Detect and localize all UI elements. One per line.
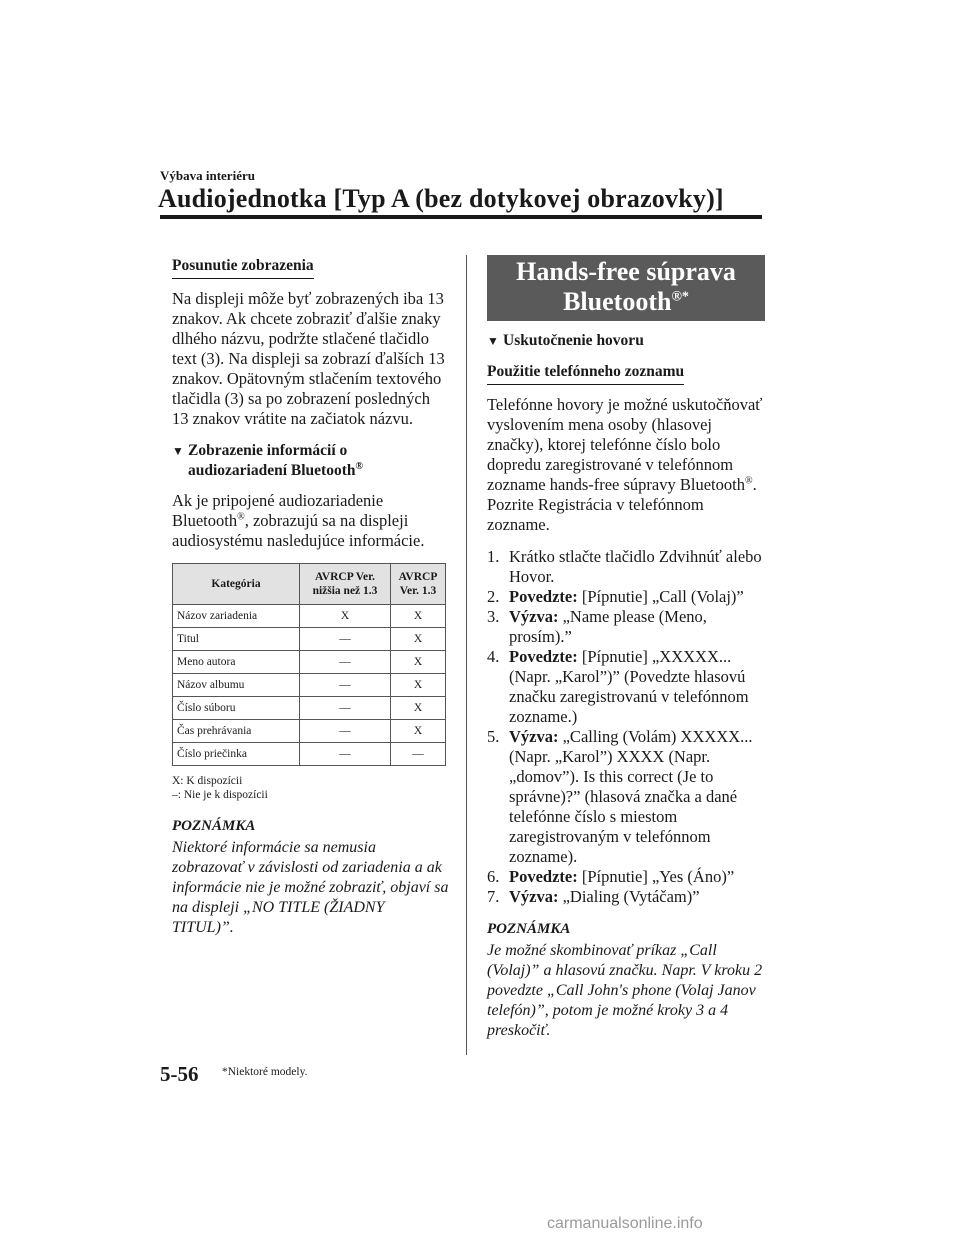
- chapter-title: Audiojednotka [Typ A (bez dotykovej obrazovky)]: [158, 184, 724, 213]
- info-heading-text: Zobrazenie informácií o audiozariadení Bluetooth®: [188, 442, 363, 479]
- table-row: Názov albumu — X: [173, 674, 446, 697]
- list-item: 1. Krátko stlačte tlačidlo Zdvihnúť alebo Hovor.: [487, 547, 762, 586]
- footnote: *Niektoré modely.: [222, 1066, 308, 1078]
- table-row: Číslo priečinka — —: [173, 743, 446, 766]
- phonebook-heading: Použitie telefónneho zoznamu: [487, 362, 684, 385]
- triangle-down-icon: ▼: [172, 444, 184, 458]
- scroll-text: Na displeji môže byť zobrazených iba 13 znakov. Ak chcete zobraziť ďalšie znaky dlhého názvu, podržte stlačené tlačidlo text (3). Na displeji sa zobrazí ďalších 13 znakov. Opätovným stlačením textového tlačidla (3) sa po zobrazení posledných 13 znakov vrátite na začiatok názvu.: [172, 289, 445, 428]
- table-row: Názov zariadenia X X: [173, 605, 446, 628]
- header-avrcp-low: AVRCP Ver. nižšia než 1.3: [300, 564, 391, 605]
- list-item: 7. Výzva: „Dialing (Vytáčam)”: [487, 887, 700, 906]
- scroll-heading: Posunutie zobrazenia: [172, 256, 314, 279]
- table-row: Číslo súboru — X: [173, 697, 446, 720]
- watermark: carmanualsonline.info: [547, 1215, 703, 1232]
- title-rule: [160, 215, 762, 219]
- table-legend: X: K dispozícii –: Nie je k dispozícii: [172, 775, 268, 801]
- column-divider: [466, 255, 467, 1055]
- left-column: [172, 255, 450, 938]
- right-column: [487, 255, 765, 1041]
- note-text: Niektoré informácie sa nemusia zobrazovať v závislosti od zariadenia a ak informácie nie je možné zobraziť, objaví sa na displeji „NO TITLE (ŽIADNY TITUL)”.: [172, 839, 449, 936]
- list-item: 5. Výzva: „Calling (Volám) XXXXX... (Napr. „Karol”) XXXX (Napr. „domov”). Is this correct (Je to správne)?” (hlasová značka a dané telefónne číslo s miestom zaregistrovaným v telefónnom zozname).: [487, 727, 753, 866]
- info-heading: [172, 441, 450, 481]
- call-steps: [487, 547, 765, 907]
- call-heading: ▼ Uskutočnenie hovoru: [487, 332, 644, 349]
- note-title: POZNÁMKA: [487, 921, 571, 937]
- list-item: 3. Výzva: „Name please (Meno, prosím).”: [487, 607, 707, 646]
- phonebook-text: Telefónne hovory je možné uskutočňovať vyslovením mena osoby (hlasovej značky), ktorej telefónne číslo bolo dopredu zaregistrované v telefónnom zozname hands-free súpravy Bluetooth®. Pozrite Registrácia v telefónnom zozname.: [487, 395, 763, 534]
- info-table: [172, 563, 446, 766]
- header-category: Kategória: [173, 564, 300, 605]
- table-row: Titul — X: [173, 628, 446, 651]
- list-item: 4. Povedzte: [Pípnutie] „XXXXX... (Napr. „Karol”)” (Povedzte hlasovú značku zaregistrovanú v telefónnom zozname.): [487, 647, 749, 726]
- list-item: 6. Povedzte: [Pípnutie] „Yes (Áno)”: [487, 867, 735, 886]
- table-row: Čas prehrávania — X: [173, 720, 446, 743]
- list-item: 2. Povedzte: [Pípnutie] „Call (Volaj)”: [487, 587, 744, 606]
- section-banner: Hands-free súprava Bluetooth®*: [487, 255, 765, 321]
- header-avrcp-13: AVRCP Ver. 1.3: [391, 564, 446, 605]
- table-row: Meno autora — X: [173, 651, 446, 674]
- page-number: 5-56: [160, 1062, 199, 1086]
- section-label: Výbava interiéru: [160, 168, 255, 183]
- triangle-down-icon: ▼: [487, 334, 499, 348]
- table-header-row: [173, 564, 446, 605]
- info-text: Ak je pripojené audiozariadenie Bluetooth®, zobrazujú sa na displeji audiosystému nasledujúce informácie.: [172, 491, 425, 550]
- note-title: POZNÁMKA: [172, 818, 256, 834]
- note-text: Je možné skombinovať príkaz „Call (Volaj)” a hlasovú značku. Napr. V kroku 2 povedzte „Call John's phone (Volaj Janov telefón)”, potom je možné kroky 3 a 4 preskočiť.: [487, 942, 763, 1039]
